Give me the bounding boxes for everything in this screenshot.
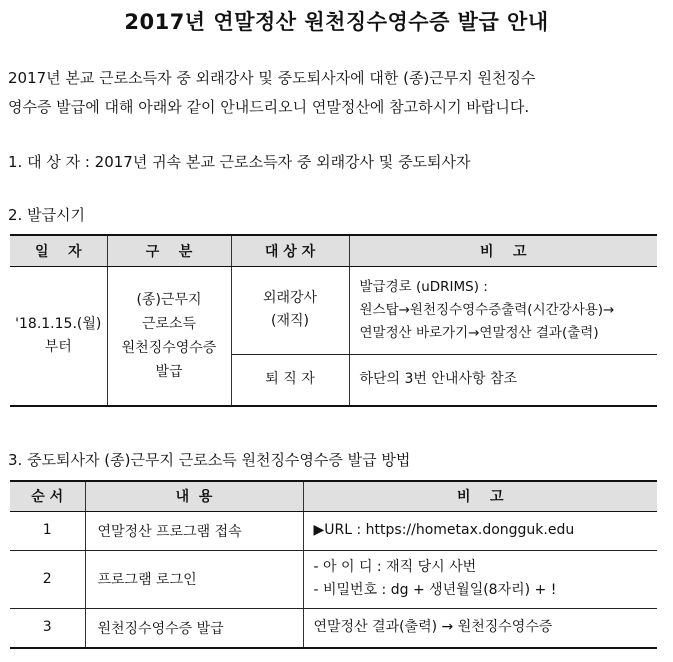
date-text: '18.1.15.(월) (15, 315, 102, 332)
step-number: 1 (10, 511, 85, 550)
step-note (303, 608, 657, 648)
target-line: (재직) (271, 313, 309, 329)
step-number: 3 (10, 608, 85, 648)
header-content: 내 용 (85, 481, 303, 511)
issuance-period-table (10, 234, 657, 407)
table-row (10, 550, 657, 608)
table-header-row (10, 481, 657, 511)
issuance-method-table (10, 480, 657, 649)
step-note (303, 511, 657, 550)
step-number: 2 (10, 550, 85, 608)
section-1-target: 1. 대 상 자 : 2017년 귀속 본교 근로소득자 중 외래강사 및 중도퇴사자 (8, 153, 471, 171)
note-line: 발급경로 (uDRIMS) : (359, 278, 488, 295)
table-row (10, 266, 657, 354)
step-content: 원천징수영수증 발급 (85, 608, 303, 648)
date-suffix: 부터 (44, 338, 72, 355)
target-line: 외래강사 (262, 290, 318, 306)
note-line: 연말정산 바로가기→연말정산 결과(출력) (359, 324, 599, 341)
date-cell (10, 266, 107, 406)
header-order: 순 서 (10, 481, 85, 511)
url-text: ▶URL : https://hometax.dongguk.edu (313, 522, 575, 538)
note-cell (349, 266, 657, 354)
step-note (303, 550, 657, 608)
header-date: 일 자 (10, 235, 107, 266)
note-line: 원스탑→원천징수영수증출력(시간강사용)→ (359, 301, 615, 318)
category-line: 근로소득 (141, 315, 197, 332)
category-line: 발급 (155, 363, 183, 380)
category-cell (107, 266, 231, 406)
header-note: 비 고 (303, 481, 657, 511)
section-2-heading: 2. 발급시기 (8, 206, 86, 224)
note-line: 하단의 3번 안내사항 참조 (359, 371, 517, 388)
section-3-heading: 3. 중도퇴사자 (종)근무지 근로소득 원천징수영수증 발급 방법 (8, 451, 411, 469)
note-line: 연말정산 결과(출력) → 원천징수영수증 (313, 619, 553, 636)
category-line: 원천징수영수증 (121, 339, 217, 356)
header-target: 대 상 자 (231, 235, 349, 266)
page-title: 2017년 연말정산 원천징수영수증 발급 안내 (124, 10, 549, 34)
step-content: 연말정산 프로그램 접속 (85, 511, 303, 550)
header-note: 비 고 (349, 235, 657, 266)
intro-line-1: 2017년 본교 근로소득자 중 외래강사 및 중도퇴사자에 대한 (종)근무지 원천징수 (8, 69, 536, 87)
table-row (10, 511, 657, 550)
note-cell (349, 354, 657, 406)
note-line: - 비밀번호 : dg + 생년월일(8자리) + ! (313, 582, 557, 598)
table-row (10, 608, 657, 648)
table-header-row (10, 235, 657, 266)
intro-line-2: 영수증 발급에 대해 아래와 같이 안내드리오니 연말정산에 참고하시기 바랍니다. (8, 98, 530, 116)
target-cell (231, 266, 349, 354)
header-category: 구 분 (107, 235, 231, 266)
step-content: 프로그램 로그인 (85, 550, 303, 608)
target-line: 퇴 직 자 (265, 371, 315, 388)
note-line: - 아 이 디 : 재직 당시 사번 (313, 559, 477, 575)
category-line: (종)근무지 (136, 291, 202, 308)
target-cell (231, 354, 349, 406)
